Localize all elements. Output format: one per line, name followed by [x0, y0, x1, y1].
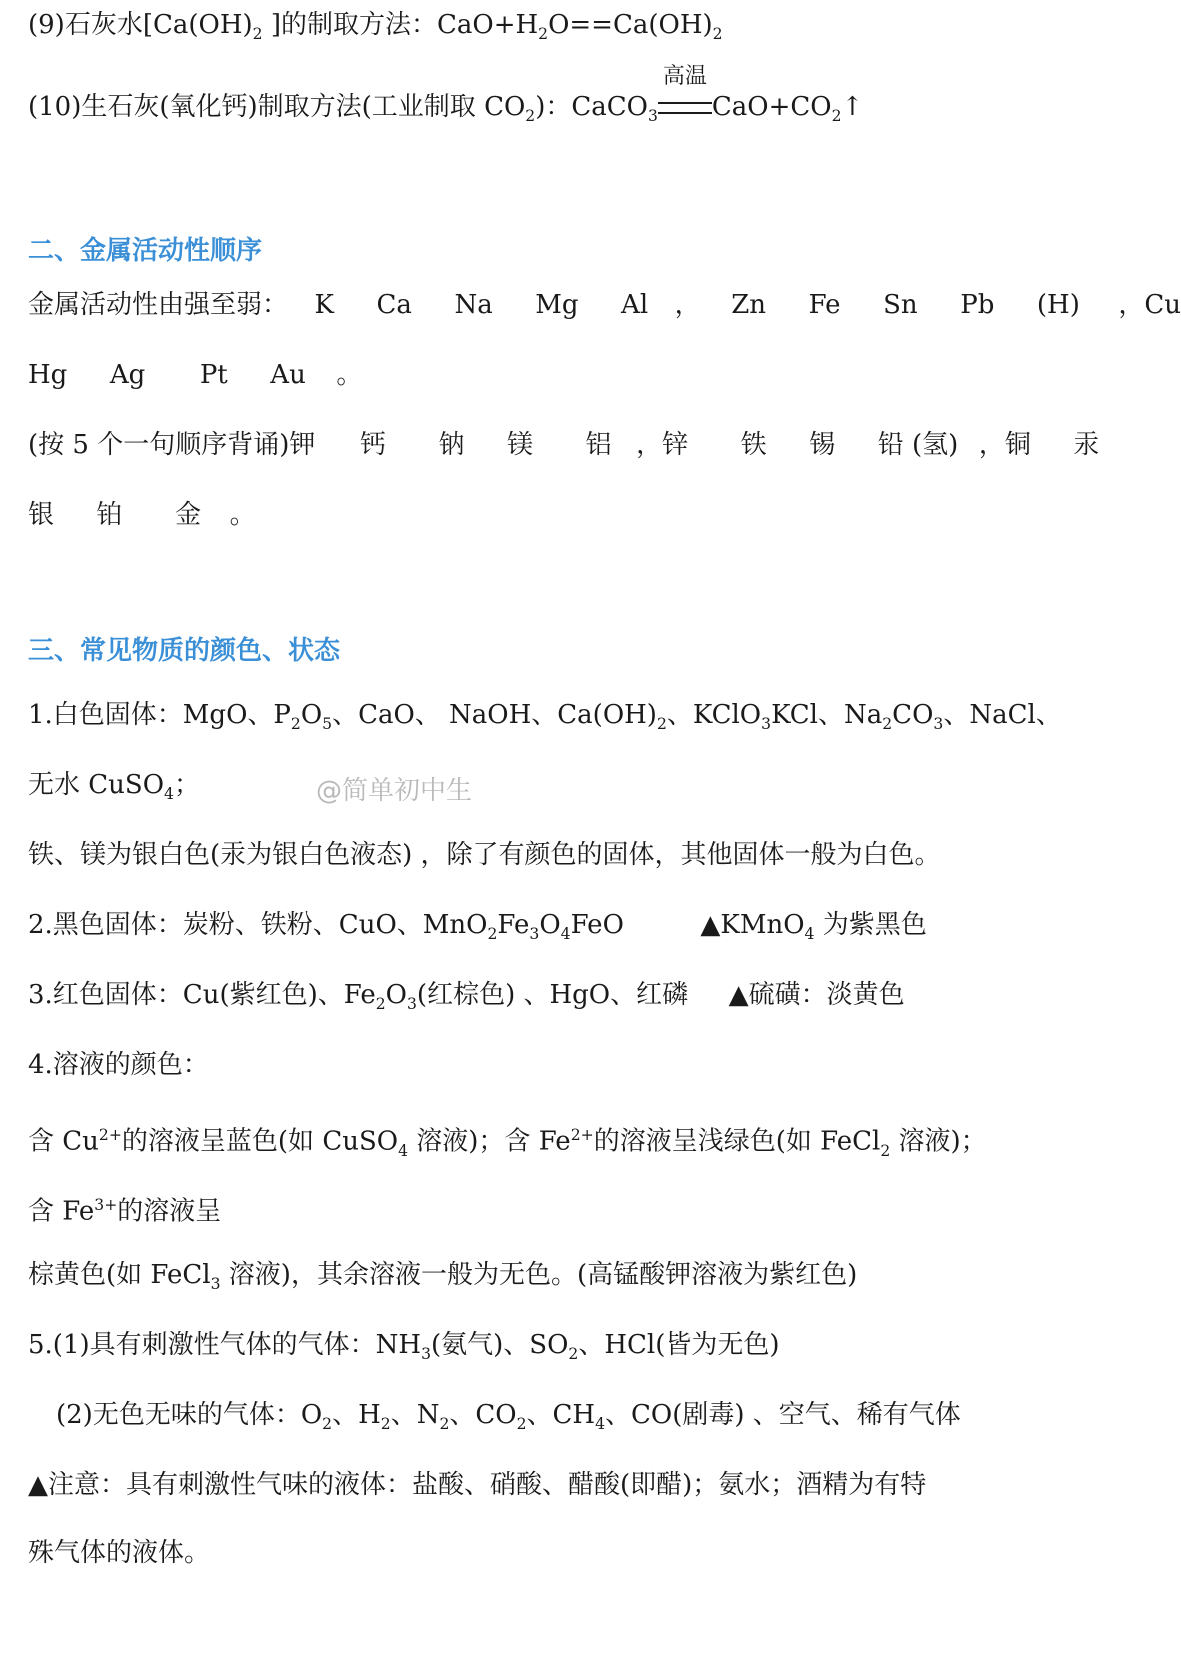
subscript: 3 [529, 925, 540, 944]
text: 3.红色固体：Cu(紫红色)、Fe [28, 980, 376, 1010]
text: 、NaCl、 [943, 700, 1062, 730]
metal-symbol: Ca [376, 290, 412, 320]
subscript: 2 [290, 715, 301, 734]
metal-symbol: Pb [960, 290, 995, 320]
subscript: 4 [595, 1415, 606, 1434]
subscript: 2 [516, 1415, 527, 1434]
text: CO [892, 700, 934, 730]
text: 、H [332, 1400, 381, 1430]
line-black-solids [28, 910, 927, 949]
text: 2.黑色固体：炭粉、铁粉、CuO、MnO [28, 910, 488, 940]
line-mnemonic [28, 430, 1099, 460]
metal-symbol: Ag [109, 360, 146, 390]
text: O [539, 910, 561, 940]
text: 的溶液呈浅绿色(如 FeCl [593, 1126, 881, 1157]
metal-symbol: Pt [199, 360, 228, 390]
subscript: 2 [322, 1415, 333, 1434]
subscript: 4 [804, 925, 815, 944]
metal-symbol: K [314, 290, 334, 320]
line-fe3-solution [28, 1190, 221, 1227]
subscript: 4 [398, 1141, 409, 1160]
line-anhydrous-cuso4 [28, 770, 200, 809]
subscript: 4 [164, 785, 174, 804]
text: ▲硫磺：淡黄色 [728, 980, 905, 1010]
element-name: 铅 (氢) [877, 430, 959, 460]
subscript: 2 [568, 1345, 579, 1364]
subscript: 3 [647, 107, 658, 126]
subscript: 3 [761, 715, 772, 734]
section-heading-metal-activity: 二、金属活动性顺序 [28, 236, 263, 266]
metal-symbol: Na [454, 290, 493, 320]
element-name: 铁 [740, 430, 767, 460]
line-white-solids [28, 700, 1062, 739]
subscript: 2 [882, 715, 893, 734]
up-arrow-icon: ↑ [841, 92, 864, 122]
subscript: 3 [407, 995, 417, 1014]
subscript: 2 [252, 25, 263, 44]
text: 含 Cu [28, 1126, 99, 1157]
subscript: 2 [487, 925, 498, 944]
subscript: 5 [322, 715, 333, 734]
metal-symbol: ，Cu [1118, 290, 1181, 320]
text: )：CaCO [535, 92, 648, 122]
separator: 。 [229, 500, 256, 530]
subscript: 2 [375, 995, 386, 1014]
text: FeO [570, 910, 624, 940]
text: 无水 CuSO [28, 770, 165, 800]
subscript: 2 [656, 715, 667, 734]
section-heading-colors-states: 三、常见物质的颜色、状态 [28, 636, 341, 666]
superscript: 3+ [94, 1196, 118, 1214]
metal-symbol: Zn [731, 290, 767, 320]
line-solution-colors-title: 4.溶液的颜色： [28, 1050, 209, 1080]
reaction-condition [658, 64, 712, 122]
double-line-sign [658, 102, 712, 114]
separator: ， [674, 290, 701, 320]
superscript: 2+ [570, 1126, 594, 1144]
element-name: ，锌 [636, 430, 689, 460]
line-copper-iron-solutions [28, 1120, 987, 1166]
text: O==Ca(OH) [548, 10, 713, 40]
text: O [385, 980, 407, 1010]
element-name: 铂 [96, 500, 123, 530]
line-red-solids [28, 980, 905, 1019]
text: (氨气)、SO [430, 1330, 569, 1360]
line-metal-activity [28, 290, 1181, 320]
text: 的溶液呈 [117, 1196, 222, 1227]
text: 、CO(剧毒) 、空气、稀有气体 [605, 1400, 961, 1430]
text: 1.白色固体：MgO、P [28, 700, 291, 730]
text: O [300, 700, 323, 730]
element-name: ，铜 [978, 430, 1031, 460]
watermark: @简单初中生 [316, 776, 473, 806]
text: 溶液)；含 Fe [408, 1126, 571, 1157]
metal-symbol: Al [621, 290, 649, 320]
text: ]的制取方法：CaO+H [262, 10, 539, 40]
text: 、CO [449, 1400, 517, 1430]
metal-symbol: Au [270, 360, 306, 390]
text: 5.(1)具有刺激性气体的气体：NH [28, 1330, 422, 1360]
text: 金属活动性由强至弱： [28, 290, 289, 320]
line-limewater [28, 10, 723, 49]
subscript: 3 [933, 715, 944, 734]
line-note-liquids-cont: 殊气体的液体。 [28, 1538, 211, 1568]
subscript: 4 [560, 925, 571, 944]
metal-symbol: Hg [28, 360, 68, 390]
text: 、N [390, 1400, 440, 1430]
text: 含 Fe [28, 1196, 95, 1227]
subscript: 2 [439, 1415, 450, 1434]
line-note-liquids: ▲注意：具有刺激性气味的液体：盐酸、硝酸、醋酸(即醋)；氨水；酒精为有特 [28, 1470, 927, 1500]
element-name: 汞 [1073, 430, 1100, 460]
text: 的溶液呈蓝色(如 CuSO [121, 1126, 399, 1157]
metal-symbol: (H) [1036, 290, 1080, 320]
superscript: 2+ [98, 1126, 122, 1144]
line-silver-white: 铁、镁为银白色(汞为银白色液态) ，除了有颜色的固体，其他固体一般为白色。 [28, 840, 941, 870]
text: 溶液)，其余溶液一般为无色。(高锰酸钾溶液为紫红色) [220, 1260, 858, 1290]
text: KCl、Na [771, 700, 883, 730]
subscript: 2 [831, 107, 842, 126]
text: (按 5 个一句顺序背诵)钾 [28, 430, 316, 460]
condition-label: 高温 [662, 64, 707, 89]
subscript: 2 [525, 107, 536, 126]
line-odorless-gases [56, 1400, 961, 1439]
line-quicklime [28, 64, 864, 131]
text: 、KClO [666, 700, 762, 730]
text: ▲KMnO [700, 910, 805, 940]
text: CaO+CO [711, 92, 832, 122]
text: (2)无色无味的气体：O [56, 1400, 323, 1430]
metal-symbol: Sn [883, 290, 918, 320]
element-name: 锡 [809, 430, 836, 460]
subscript: 2 [880, 1141, 891, 1160]
element-name: 钠 [438, 430, 465, 460]
element-name: 金 [175, 500, 202, 530]
subscript: 3 [210, 1275, 221, 1294]
text: 、CH [526, 1400, 596, 1430]
text: (红棕色) 、HgO、红磷 [416, 980, 689, 1010]
element-name: 铝 [585, 430, 612, 460]
element-name: 钙 [359, 430, 386, 460]
text: (10)生石灰(氧化钙)制取方法(工业制取 CO [28, 92, 526, 122]
element-name: 镁 [506, 430, 533, 460]
text: 为紫黑色 [814, 910, 927, 940]
subscript: 3 [421, 1345, 431, 1364]
text: 、CaO、 NaOH、Ca(OH) [332, 700, 657, 730]
metal-symbol: Mg [535, 290, 579, 320]
text: 棕黄色(如 FeCl [28, 1260, 211, 1290]
line-brown-yellow [28, 1260, 857, 1299]
text: 、HCl(皆为无色) [578, 1330, 780, 1360]
separator: 。 [336, 360, 363, 390]
metal-symbol: Fe [808, 290, 841, 320]
text: 溶液)； [890, 1126, 987, 1157]
line-irritating-gases [28, 1330, 780, 1369]
text: (9)石灰水[Ca(OH) [28, 10, 253, 40]
element-name: 银 [28, 500, 55, 530]
subscript: 2 [538, 25, 549, 44]
subscript: 2 [712, 25, 723, 44]
text: ； [173, 770, 200, 800]
subscript: 2 [380, 1415, 391, 1434]
line-metal-activity-cont [28, 360, 362, 390]
text: Fe [497, 910, 530, 940]
line-mnemonic-cont [28, 500, 256, 530]
